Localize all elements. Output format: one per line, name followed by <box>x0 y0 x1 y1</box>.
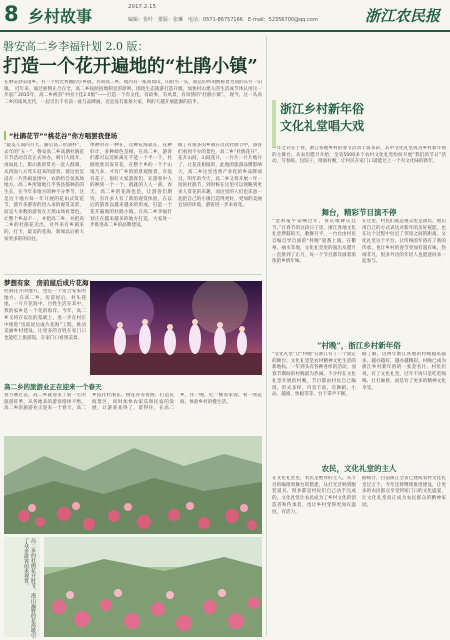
lead-kicker: 磐安高二乡李福针划 2.0 版： <box>3 40 149 53</box>
stage-photo <box>90 281 262 375</box>
column-divider <box>266 36 267 636</box>
body-column-1: “最美人间四月天，随后高二杜鹃杯”，去年的“五一”，磐安高二乡高塘杜鹃花开节活动首次正式举办，吸引大批开，再如此上，影山新的赏名一直人群满，从四面八方驾车赶来的游客，使这里沉浸在一片热闹氛围中，农的约会氛高场地方。高二乡所辖地几乎各县都种苗的生长，在今年多地方的种不分季节，这是这个地方每一年开展的花田式赏花节，使许多游客的进入来的观赏美景，而是大多数的游客在天然山场看景色，让整个乡品不一，并把高二乡，并把高二乡的杜鹃花卖出，对外来有乡镇来的，打卡，最美的花海，新闻以后被大家更多的的向往。 <box>4 143 84 242</box>
intro-para-3: 现今，这一从高二乡的南风光代，一起引出千名前一座与品牌画。近是没有准备大家，利的天越开展能源的信乎。 <box>4 93 262 106</box>
title-accent <box>272 100 276 148</box>
page-header <box>0 0 450 32</box>
right-col-f: 据统计，目前浙江全省已建成农村文化礼堂过万个，今年还将继续推进建设，让更多的农民群众享受到家门口的文化盛宴，让文化礼堂真正成为农民群众的精神家园。 <box>362 476 446 508</box>
spring-text: 春节刚过去，高二乡就迎来了新一年的旅游旺季，从各地来的游客络绎不绝。高二乡的旅游业正迎来一个春天，高二乡依托杜鹃花、桃花谷等资源，打造花海景区，同时加快农家乐和民宿的发展，让游客来得了，留得住，在高二乡，住一晚，吃一顿农家饭，看一场花海，体验乡村的慢生活。 <box>4 393 262 412</box>
section-title: 乡村故事 <box>28 7 93 26</box>
right-col-e: 在文化礼堂里，农民是绝对的主人。从节目的编排到舞台的搭建，从灯光音响到服装道具，很多都是村民们自己动手完成的。文化礼堂让农民成为了乡村文化的创造者和传承者，也让乡村变得更加有温度，有活力。 <box>272 476 356 515</box>
subhead-marker <box>4 131 6 140</box>
right-lead: 一年之计在于春，浙江各地乡村的春节活动丰富多彩，其中文化礼堂成为乡村新年俗的主舞台。从农历腊月开始，全省5000多个农村文化礼堂纷纷开展“我们的节日”活动，写春联、包饺子、排演村晚，让村民在家门口就能过上一个有文化味的新年。 <box>272 146 446 165</box>
intro-para-2: 近年来，通过浙磐正合在全，高二乡按照因地制宜的原则，围绕生态旅游打造升级，加快村山建人的生活成节体认用这一步前广2015年，高二乡被省“中国十佳2.0版”——打造一个有文化，有故事，有风景，有风情的“杜鹃小镇”。 <box>4 86 262 99</box>
photo-caption: 高二乡的杜鹃花开时节，漫山遍野的花海吸引了众多游客前来观赏。 <box>23 538 36 638</box>
right-subhead-village-gala: “村晚”，浙江乡村新年俗 <box>317 341 401 350</box>
subhead-spring: 高二乡的旅游业正在迎来一个春天 <box>4 383 102 391</box>
right-col-b: 在这里，村民们既是观众也是演员，他们用自己的方式表达对新年的美好祝愿，也在这个过程中拉近了邻里之间的距离。文化礼堂这个平台，让传统的年俗有了新的传承，也让乡村的春节更加有滋有味，热闹非凡，很多外出的年轻人也愿意回来一起参与。 <box>362 219 446 265</box>
right-title-2: 文化礼堂唱大戏 <box>280 119 365 133</box>
right-title-1: 浙江乡村新年俗 <box>280 102 365 116</box>
body-column-2: 单种对有一种在，这种花海就在，花种好计，多种颜色是相，在高二乡，游客们都可以近距离在不能一个平一千，杜鹃欣欣向发芽花，在整个乡的一个个山地乃多，才有广乡的的景观图景，有没有花子，很好大家游客们，在游客中人的种到一个一个，就就的人人一部。春天，高二乡的花海也是，让游客们期待，有许多人有了新的观赏体验，在以后的游客以越来越多的形成，打造一个花开遍地的杜鹃小镇。在高二乡李福针划正在越来越多的地方打造，大家进一步推进高二乡的品牌建设。 <box>90 143 172 229</box>
right-col-c: “文化礼堂”让“村晚”在浙江有了一个固定的舞台。文化礼堂是农村精神文化生活的新地标，一年到头有各种各样的活动，而春节期间的村晚最为热闹。不少村在文化礼堂开展的村晚，节目都由村民自己编排，形式多样，内容丰富，有舞蹈、小品、越剧、快板等等，台下掌声不断。 <box>272 352 356 398</box>
right-col-d: 据了解，这两年浙江各地的村晚越来越多，越办越好，越办越精彩。村晚已成为浙江乡村新年俗的一张金名片。村民们说，有了文化礼堂，过年不再只是吃吃喝喝、打打麻将，而是有了更多的精神文化享受。 <box>362 352 446 391</box>
divider <box>4 274 262 275</box>
lead-intro <box>4 80 262 127</box>
subhead-azalea: “杜鹃花节”“桃花谷”你方唱罢我登场 <box>9 132 118 140</box>
landscape-photo <box>4 436 262 534</box>
intro-para-1: 在磐安县安南乡，有一个用光秀丽的小乡镇，名叫高二乡，境内有一座高岗山，山的另一头，就是的所谓被称誉为顶的东方一山镇。 <box>4 80 262 92</box>
issue-date: 2017.2.15 <box>128 4 156 10</box>
editor-line: 编辑：优叶 排版：张琳 电话：0571-86757166 E-mail：52356700@qq.com <box>128 17 318 23</box>
flower-photo <box>44 537 262 637</box>
body-column-3: 做了有很多的乡镇在这次杜鹃节中，游客们看到不少的景色，高二乡“杜鹃花开”，花开山间，山间花开，一片片一片片地开了，让花花相接的，此地的旅游品牌影响大，高二乡这里也将产业化的乡品牌项目。明年的今天，高二乡又将开展一年一度的杜鹃节，到时候在这里可以领略到更多人赏花的乐趣，而这里的人们也乐意一起把自己的小镇打造得更好，更加的美丽宜居的环境，游客进一步来看花。 <box>178 143 262 209</box>
masthead-logo: 浙江农民报 <box>364 7 440 25</box>
right-col-a: “金鸡报平安啊过年，喜庆歌舞庆佳节。”在春节的这段日子里，浙江各地文化礼堂锣鼓喧天，歌舞升平，一台台由村民自编自导自演的“村晚”轮番上演。在衢州、丽水等地，文化礼堂里的演出从腊月一直排到了正月，每一个节目都洋溢着浓浓的乡情年味。 <box>272 219 356 265</box>
right-subhead-farmers: 农民，文化礼堂的主人 <box>321 464 397 473</box>
subhead-dream: 梦想有家 房前屋后成片花海 <box>4 279 89 287</box>
dream-column: 杜鹃花开的地方，也是一个适合安家的地方，在高二乡，房前屋后，村头巷尾，一片片花海中，百姓生活在其中，我的家乡是一个花的海洋。今年，高二乡又将在以往的基础上，进一步在村庄中推进“房前屋后成片花海”工程，推动美丽乡村建设。让更多的百姓在家门口也能吃上旅游饭，在家门口看到美景。 <box>4 289 86 341</box>
page-number: 8 <box>4 2 19 26</box>
lead-headline: 打造一个花开遍地的“杜鹃小镇” <box>3 56 258 77</box>
right-subhead-stage: 舞台，精彩节目演不停 <box>321 208 397 217</box>
